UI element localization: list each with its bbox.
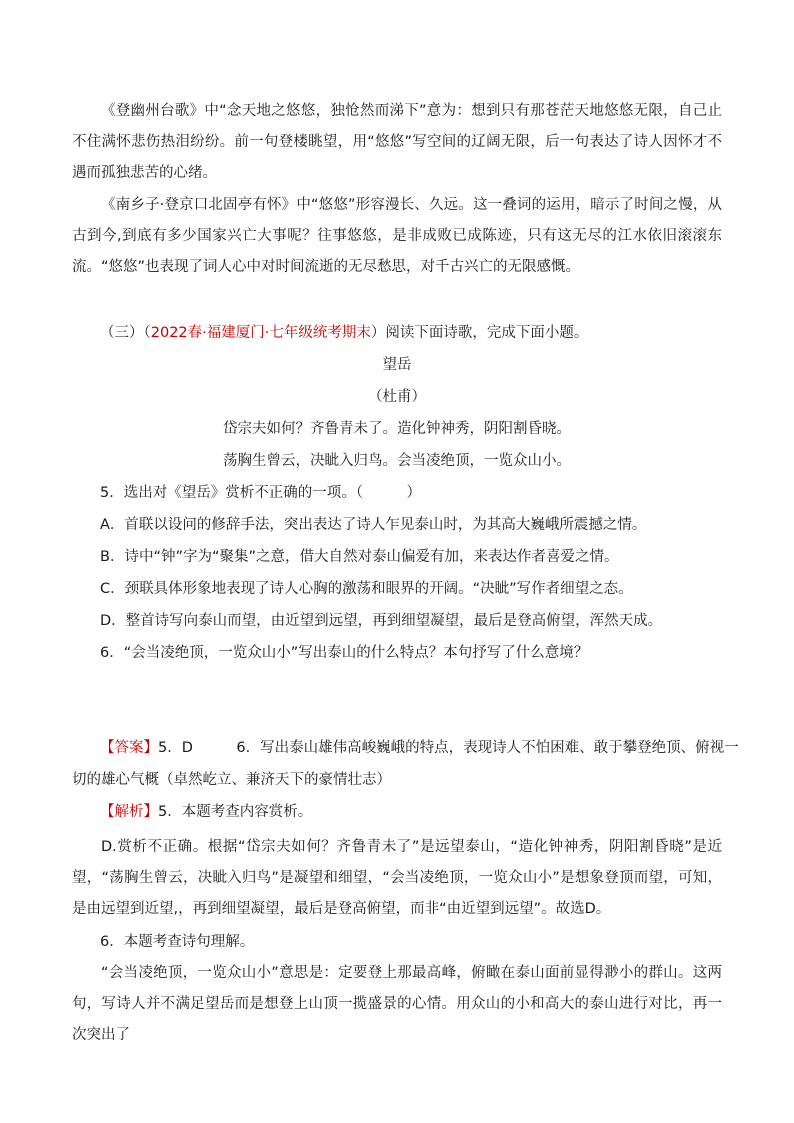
poem-author: （杜甫） — [368, 389, 426, 405]
option-b: B．诗中“钟”字为“聚集”之意，借大自然对泰山偏爱有加，来表达作者喜爱之情。 — [100, 549, 619, 565]
poem-line-1: 岱宗夫如何？齐鲁青未了。造化钟神秀，阴阳割昏晓。 — [223, 421, 571, 437]
option-c: C．颈联具体形象地表现了诗人心胸的激荡和眼界的开阔。“决眦”写作者细望之态。 — [100, 581, 633, 597]
analysis-heading-6: 6．本题考查诗句理解。 — [100, 934, 255, 950]
question-5: 5．选出对《望岳》赏析不正确的一项。（ ） — [100, 485, 421, 501]
section-prefix: （三）（ — [100, 325, 151, 341]
option-a: A．首联以设问的修辞手法，突出表达了诗人乍见泰山时，为其高大巍峨所震撼之情。 — [100, 517, 647, 533]
analysis-body-5: D.赏析不正确。根据“岱宗夫如何？齐鲁青未了”是远望泰山，“造化钟神秀，阴阳割昏晓”是近望，“荡胸生曾云，决眦入归鸟”是凝望和细望，“会当凌绝顶，一览众山小”是想象登顶而望，可知，是由远望到近望,，再到细望凝望，最后是登高俯望，而非“由近望到远望”。故选D。 — [72, 839, 722, 917]
answer-text-1: 5．D 6．写出泰山雄伟高峻巍峨的特点，表现诗人不怕困难、敢于攀登绝顶、俯视一 — [158, 740, 739, 756]
paragraph-nanxiangzi: 《南乡子·登京口北固亭有怀》中“悠悠”形容漫长、久远。这一叠词的运用，暗示了时间之慢，从古到今,到底有多少国家兴亡大事呢？往事悠悠，是非成败已成陈迹，只有这无尽的江水依旧滚滚东流。“悠悠”也表现了词人心中对时间流逝的无尽愁思，对千古兴亡的无限感慨。 — [72, 197, 722, 275]
answer-line-1 — [100, 738, 739, 758]
section-suffix: ）阅读下面诗歌，完成下面小题。 — [370, 325, 589, 341]
poem-title: 望岳 — [382, 357, 412, 373]
analysis-body-6: “会当凌绝顶，一览众山小”意思是：定要登上那最高峰，俯瞰在泰山面前显得渺小的群山。这两句，写诗人并不满足望岳而是想登上山顶一揽盛景的心情。用众山的小和高大的泰山进行对比，再一次突出了 — [72, 965, 722, 1043]
section-three-heading — [100, 323, 588, 343]
poem-line-2: 荡胸生曾云，决眦入归鸟。会当凌绝顶，一览众山小。 — [223, 453, 571, 469]
option-d: D．整首诗写向泰山而望，由近望到远望，再到细望凝望，最后是登高俯望，浑然天成。 — [100, 613, 663, 629]
analysis-line — [100, 802, 312, 822]
question-6: 6．“会当凌绝顶，一览众山小”写出泰山的什么特点？本句抒写了什么意境？ — [100, 645, 589, 661]
analysis-heading: 5．本题考查内容赏析。 — [158, 804, 313, 820]
answer-line-2: 切的雄心气概（卓然屹立、兼济天下的豪情壮志） — [72, 772, 391, 788]
answer-label: 【答案】 — [100, 740, 158, 756]
paragraph-dengyouzhou: 《登幽州台歌》中“念天地之悠悠，独怆然而涕下”意为：想到只有那苍茫天地悠悠无限，自己止不住满怀悲伤热泪纷纷。前一句登楼眺望，用“悠悠”写空间的辽阔无限，后一句表达了诗人因怀才不遇而孤独悲苦的心绪。 — [72, 103, 722, 181]
section-source: 2022春·福建厦门·七年级统考期末 — [150, 325, 371, 341]
analysis-label: 【解析】 — [100, 804, 158, 820]
